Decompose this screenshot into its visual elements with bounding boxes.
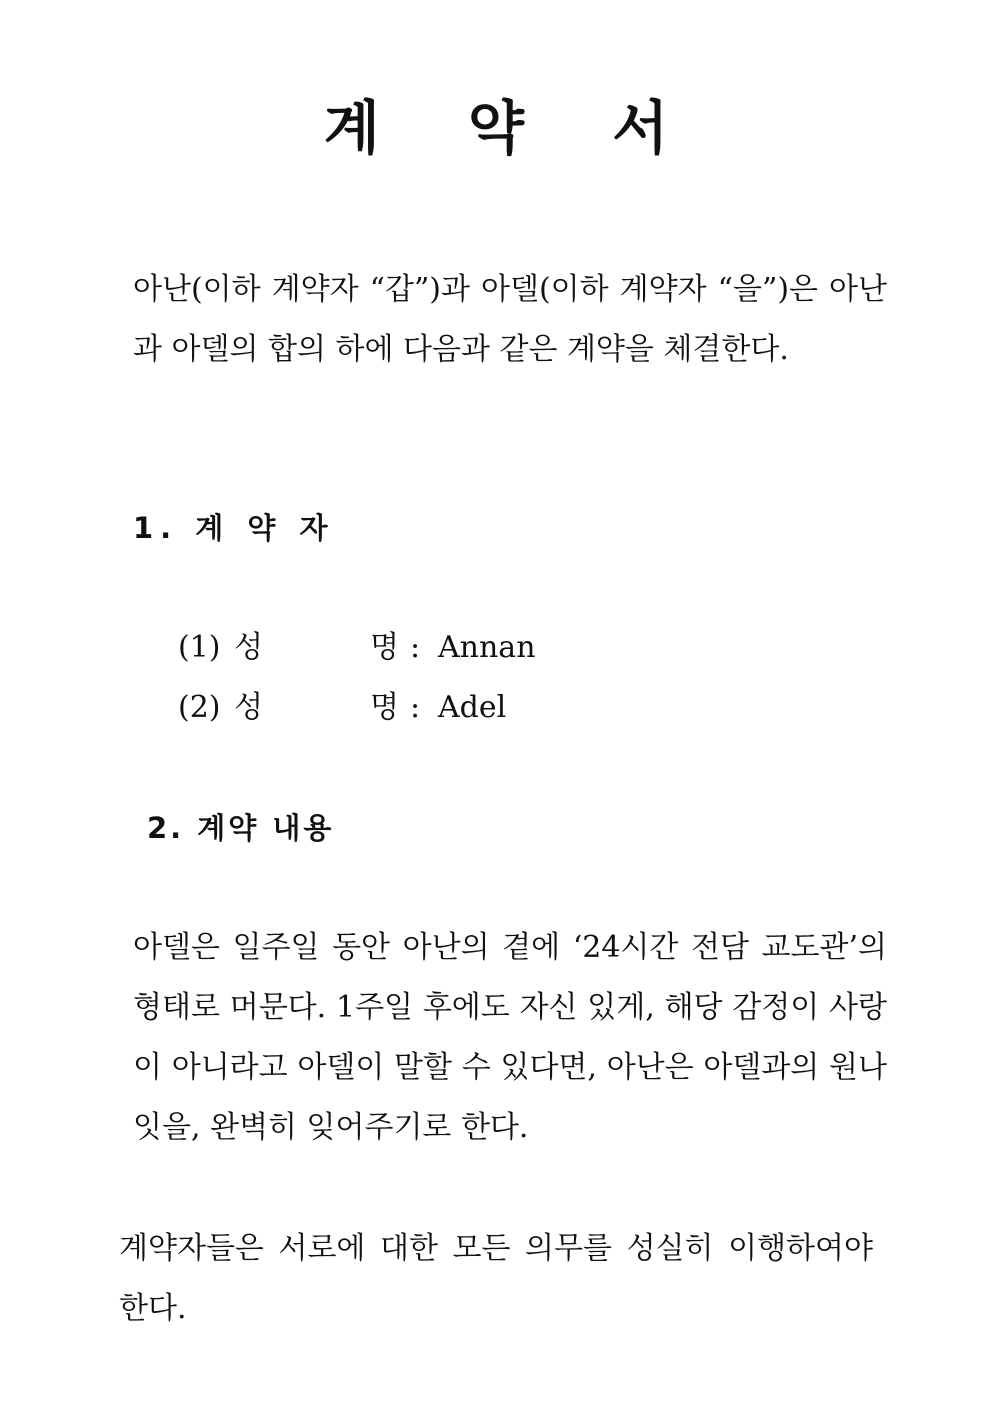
party-number: (2) [178, 690, 221, 725]
party-label-first: 성 [234, 630, 263, 665]
party-colon: : [410, 630, 421, 665]
party-row [178, 688, 506, 728]
party-name-value: Annan [438, 630, 536, 665]
document-title: 계 약 서 [323, 94, 703, 162]
section-heading-parties: 1. 계 약 자 [133, 511, 335, 545]
party-name-value: Adel [438, 690, 507, 725]
obligation-paragraph: 계약자들은 서로에 대한 모든 의무를 성실히 이행하여야 한다. [119, 1231, 873, 1326]
party-row [178, 628, 536, 668]
party-label-second: 명 [370, 690, 399, 725]
section-heading-content: 2. 계약 내용 [147, 811, 335, 845]
party-label-first: 성 [234, 690, 263, 725]
contract-content-paragraph: 아델은 일주일 동안 아난의 곁에 ‘24시간 전담 교도관’의 형태로 머문다. 1주일 후에도 자신 있게, 해당 감정이 사랑이 아니라고 아델이 말할 수 있다면, 아난은 아델과의 원나잇을, 완벽히 잊어주기로 한다. [133, 930, 887, 1145]
intro-paragraph: 아난(이하 계약자 “갑”)과 아델(이하 계약자 “을”)은 아난과 아델의 합의 하에 다음과 같은 계약을 체결한다. [133, 272, 887, 367]
party-number: (1) [178, 630, 221, 665]
party-label-second: 명 [370, 630, 399, 665]
party-colon: : [410, 690, 421, 725]
